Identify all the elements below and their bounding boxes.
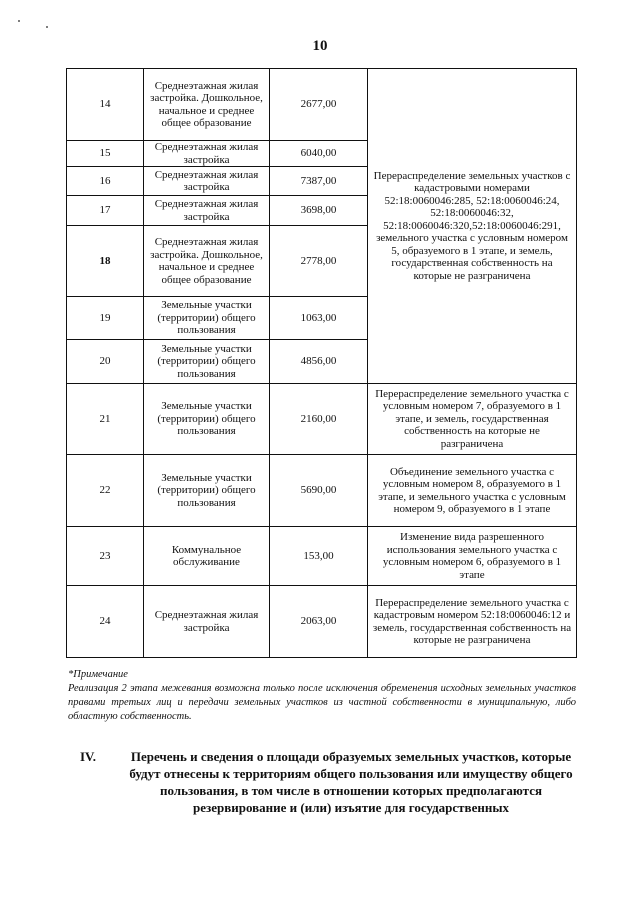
area-value: 2778,00 — [270, 226, 368, 297]
row-number: 16 — [67, 167, 144, 196]
footnote — [68, 668, 576, 724]
area-value: 2677,00 — [270, 69, 368, 141]
row-number: 22 — [67, 455, 144, 527]
row-number: 20 — [67, 340, 144, 384]
area-value: 5690,00 — [270, 455, 368, 527]
row-note: Перераспределение земельного участка с кадастровым номером 52:18:0060046:12 и земель, государственная собственность на которые не разграничена — [368, 586, 577, 658]
row-note: Объединение земельного участка с условным номером 8, образуемого в 1 этапе, и земельного участка с условным номером 9, образуемого в 1 этапе — [368, 455, 577, 527]
footnote-title: *Примечание — [68, 669, 128, 680]
section-heading — [68, 748, 576, 816]
row-note: Перераспределение земельного участка с условным номером 7, образуемого в 1 этапе, и земель, государственная собственность на которые не разграничена — [368, 384, 577, 455]
land-use: Среднеэтажная жилая застройка. Дошкольное, начальное и среднее общее образование — [144, 226, 270, 297]
land-use: Земельные участки (территории) общего пользования — [144, 384, 270, 455]
scan-speck — [18, 20, 20, 22]
merged-note-cell: Перераспределение земельных участков с кадастровыми номерами 52:18:0060046:285, 52:18:0060046:24, 52:18:0060046:32, 52:18:0060046:320,52:18:0060046:291, земельного участка с условным номером 5, образуемого в 1 этапе, и земель, государственная собственность на которые не разграничена — [368, 69, 577, 384]
land-use: Среднеэтажная жилая застройка — [144, 586, 270, 658]
area-value: 2063,00 — [270, 586, 368, 658]
scan-speck — [46, 26, 48, 28]
page-number: 10 — [312, 38, 328, 54]
row-number: 17 — [67, 196, 144, 226]
land-use: Среднеэтажная жилая застройка — [144, 141, 270, 167]
parcels-table — [66, 68, 577, 658]
area-value: 153,00 — [270, 527, 368, 586]
row-number: 21 — [67, 384, 144, 455]
row-number: 18 — [67, 226, 144, 297]
table-row — [67, 586, 577, 658]
row-number: 15 — [67, 141, 144, 167]
table-row — [67, 527, 577, 586]
land-use: Земельные участки (территории) общего пользования — [144, 297, 270, 340]
table-row — [67, 384, 577, 455]
row-number: 19 — [67, 297, 144, 340]
area-value: 7387,00 — [270, 167, 368, 196]
area-value: 1063,00 — [270, 297, 368, 340]
area-value: 3698,00 — [270, 196, 368, 226]
section-number: IV. — [80, 749, 97, 764]
land-use: Среднеэтажная жилая застройка — [144, 167, 270, 196]
area-value: 6040,00 — [270, 141, 368, 167]
section-title: Перечень и сведения о площади образуемых земельных участков, которые будут отнесены к территориям общего пользования или имуществу общего пользования, в том числе в отношении которых предполагаются резервирование и (или) изъятие для государственных — [129, 749, 573, 815]
table-row — [67, 69, 577, 141]
area-value: 4856,00 — [270, 340, 368, 384]
row-number: 24 — [67, 586, 144, 658]
land-use: Земельные участки (территории) общего пользования — [144, 340, 270, 384]
row-number: 14 — [67, 69, 144, 141]
row-number: 23 — [67, 527, 144, 586]
land-use: Среднеэтажная жилая застройка — [144, 196, 270, 226]
land-use: Земельные участки (территории) общего пользования — [144, 455, 270, 527]
area-value: 2160,00 — [270, 384, 368, 455]
table-row — [67, 455, 577, 527]
footnote-text: Реализация 2 этапа межевания возможна только после исключения обременения исходных земельных участков правами третьих лиц и передачи земельных участков из частной собственности в муниципальную, либо областную собственность. — [68, 683, 576, 722]
land-use: Среднеэтажная жилая застройка. Дошкольное, начальное и среднее общее образование — [144, 69, 270, 141]
land-use: Коммунальное обслуживание — [144, 527, 270, 586]
row-note: Изменение вида разрешенного использования земельного участка с условным номером 6, образуемого в 1 этапе — [368, 527, 577, 586]
